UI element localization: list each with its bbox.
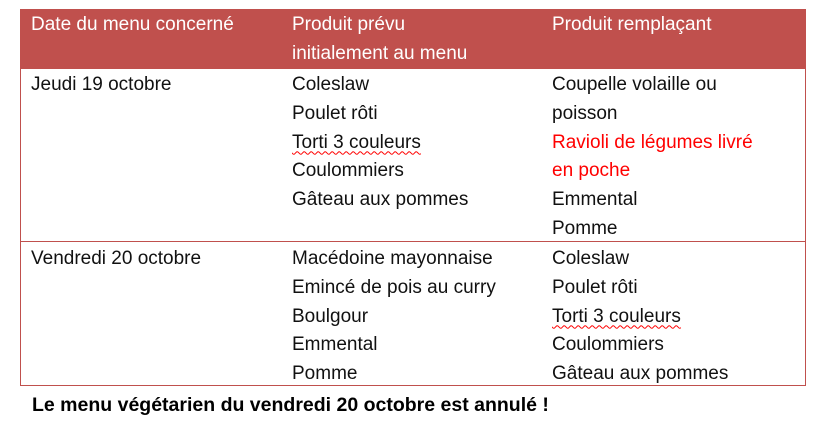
planned-item: Emincé de pois au curry	[292, 276, 496, 298]
planned-item: Gâteau aux pommes	[292, 189, 469, 211]
planned-item: Pomme	[292, 363, 358, 385]
menu-substitution-table	[20, 9, 806, 386]
replacement-item: Coulommiers	[552, 334, 664, 356]
planned-item	[292, 129, 468, 158]
date-text: Jeudi 19 octobre	[31, 74, 172, 95]
replacement-item: poisson	[552, 102, 618, 124]
planned-item: Boulgour	[292, 305, 369, 327]
replacement-item	[552, 303, 728, 332]
replacement-item-highlighted: en poche	[552, 160, 631, 182]
replacement-item: Poulet rôti	[552, 276, 638, 298]
replacement-item: Coupelle volaille ou	[552, 74, 717, 95]
row-divider	[21, 241, 805, 242]
header-date	[31, 11, 234, 40]
header-planned-line: initialement au menu	[292, 42, 468, 64]
spellcheck-flagged-text: Torti 3 couleurs	[552, 305, 681, 327]
header-date-label: Date du menu concerné	[31, 14, 234, 35]
replacement-item: Coleslaw	[552, 248, 630, 269]
replacement-item: Gâteau aux pommes	[552, 363, 729, 385]
row-date	[31, 245, 201, 274]
cancellation-notice: Le menu végétarien du vendredi 20 octobre est annulé !	[32, 394, 549, 416]
header-planned-line: Produit prévu	[292, 14, 406, 35]
header-replacement-product	[552, 11, 711, 40]
spellcheck-flagged-text: Torti 3 couleurs	[292, 131, 421, 153]
planned-item: Coleslaw	[292, 74, 370, 95]
table-header-row	[21, 10, 805, 69]
header-replacement-label: Produit remplaçant	[552, 14, 712, 35]
planned-item: Coulommiers	[292, 160, 404, 182]
replacement-item-highlighted: Ravioli de légumes livré	[552, 131, 753, 153]
planned-products	[292, 245, 496, 389]
date-text: Vendredi 20 octobre	[31, 248, 202, 269]
row-date	[31, 71, 172, 100]
planned-item: Emmental	[292, 334, 378, 356]
replacement-item: Emmental	[552, 189, 638, 211]
planned-item: Poulet rôti	[292, 102, 378, 124]
replacement-item: Pomme	[552, 217, 618, 239]
replacement-products	[552, 245, 728, 389]
header-planned-product	[292, 11, 467, 69]
planned-item: Macédoine mayonnaise	[292, 248, 493, 269]
replacement-products	[552, 71, 753, 244]
planned-products	[292, 71, 468, 215]
